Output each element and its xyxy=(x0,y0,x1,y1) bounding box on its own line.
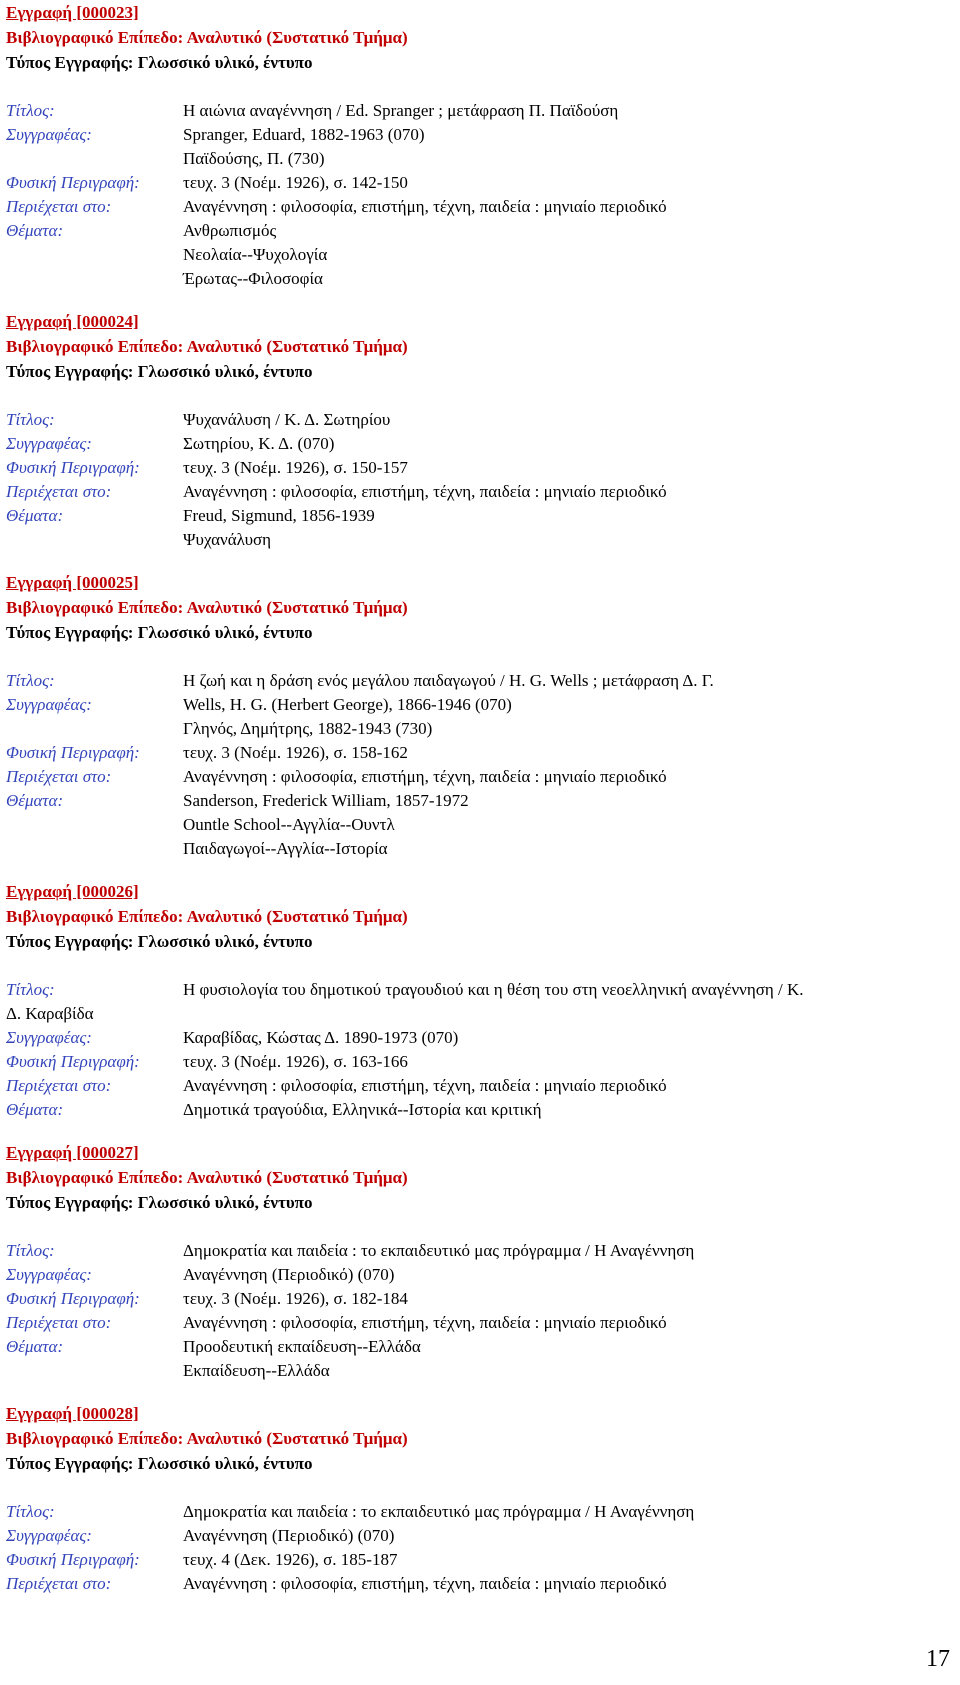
field-values xyxy=(183,1500,960,1524)
field-value: Sanderson, Frederick William, 1857-1972 xyxy=(183,791,469,810)
field-value: Δημοκρατία και παιδεία : το εκπαιδευτικό μας πρόγραμμα / Η Αναγέννηση xyxy=(183,1502,695,1521)
field-value: Έρωτας--Φιλοσοφία xyxy=(183,269,323,288)
field-values xyxy=(183,765,960,789)
catalog-record xyxy=(6,1401,960,1596)
field-values xyxy=(183,789,960,861)
record-field xyxy=(6,789,960,861)
record-field xyxy=(6,1287,960,1311)
field-label: Συγγραφέας: xyxy=(6,434,92,453)
field-value: Εκπαίδευση--Ελλάδα xyxy=(183,1361,330,1380)
bibliographic-level: Βιβλιογραφικό Επίπεδο: Αναλυτικό (Συστατικό Τμήμα) xyxy=(6,28,408,47)
field-label: Φυσική Περιγραφή: xyxy=(6,458,140,477)
field-value: τευχ. 3 (Νοέμ. 1926), σ. 158-162 xyxy=(183,743,408,762)
record-field xyxy=(6,123,960,171)
record-field xyxy=(6,693,960,741)
field-label: Συγγραφέας: xyxy=(6,125,92,144)
record-type: Τύπος Εγγραφής: Γλωσσικό υλικό, έντυπο xyxy=(6,53,313,72)
field-value: Αναγέννηση : φιλοσοφία, επιστήμη, τέχνη, παιδεία : μηνιαίο περιοδικό xyxy=(183,767,667,786)
field-value: Ountle School--Αγγλία--Ουντλ xyxy=(183,815,395,834)
record-id: Εγγραφή [000024] xyxy=(6,312,139,331)
field-value: Ανθρωπισμός xyxy=(183,221,277,240)
bibliographic-level: Βιβλιογραφικό Επίπεδο: Αναλυτικό (Συστατικό Τμήμα) xyxy=(6,337,408,356)
field-values xyxy=(183,1548,960,1572)
catalog-record xyxy=(6,0,960,291)
field-value: Καραβίδας, Κώστας Δ. 1890-1973 (070) xyxy=(183,1028,459,1047)
field-values xyxy=(183,504,960,552)
record-fields xyxy=(6,978,960,1122)
record-field xyxy=(6,480,960,504)
record-fields xyxy=(6,669,960,861)
field-value: Spranger, Eduard, 1882-1963 (070) xyxy=(183,125,425,144)
record-field xyxy=(6,1548,960,1572)
field-value: Αναγέννηση : φιλοσοφία, επιστήμη, τέχνη, παιδεία : μηνιαίο περιοδικό xyxy=(183,482,667,501)
field-value: Αναγέννηση (Περιοδικό) (070) xyxy=(183,1265,395,1284)
document-page xyxy=(6,0,960,1596)
field-label: Θέματα: xyxy=(6,791,64,810)
bibliographic-level: Βιβλιογραφικό Επίπεδο: Αναλυτικό (Συστατικό Τμήμα) xyxy=(6,1168,408,1187)
field-value: Δημοτικά τραγούδια, Ελληνικά--Ιστορία και κριτική xyxy=(183,1100,542,1119)
record-field xyxy=(6,765,960,789)
field-label: Θέματα: xyxy=(6,221,64,240)
record-field xyxy=(6,1098,960,1122)
field-value-continuation: Δ. Καραβίδα xyxy=(6,1004,94,1023)
field-label: Περιέχεται στο: xyxy=(6,482,112,501)
field-values xyxy=(183,669,960,693)
field-title-wrapped xyxy=(6,978,960,1026)
field-values xyxy=(183,123,960,171)
field-label: Φυσική Περιγραφή: xyxy=(6,1550,140,1569)
record-field xyxy=(6,99,960,123)
field-value: τευχ. 4 (Δεκ. 1926), σ. 185-187 xyxy=(183,1550,398,1569)
field-value: Η ζωή και η δράση ενός μεγάλου παιδαγωγού / H. G. Wells ; μετάφραση Δ. Γ. xyxy=(183,671,714,690)
field-label: Φυσική Περιγραφή: xyxy=(6,743,140,762)
field-label: Συγγραφέας: xyxy=(6,1028,92,1047)
catalog-record xyxy=(6,879,960,1122)
field-values xyxy=(183,456,960,480)
records-list xyxy=(6,0,960,1596)
field-value: Ψυχανάλυση / Κ. Δ. Σωτηρίου xyxy=(183,410,391,429)
record-id: Εγγραφή [000026] xyxy=(6,882,139,901)
field-values xyxy=(183,408,960,432)
field-value: Δημοκρατία και παιδεία : το εκπαιδευτικό μας πρόγραμμα / Η Αναγέννηση xyxy=(183,1241,695,1260)
field-values xyxy=(183,693,960,741)
record-field xyxy=(6,1050,960,1074)
field-value: Αναγέννηση : φιλοσοφία, επιστήμη, τέχνη, παιδεία : μηνιαίο περιοδικό xyxy=(183,1574,667,1593)
field-label: Φυσική Περιγραφή: xyxy=(6,1052,140,1071)
field-label: Τίτλος: xyxy=(6,101,55,120)
field-values xyxy=(183,1098,960,1122)
field-values xyxy=(183,195,960,219)
field-value: Ψυχανάλυση xyxy=(183,530,272,549)
catalog-record xyxy=(6,1140,960,1383)
record-id: Εγγραφή [000027] xyxy=(6,1143,139,1162)
record-field xyxy=(6,1074,960,1098)
bibliographic-level: Βιβλιογραφικό Επίπεδο: Αναλυτικό (Συστατικό Τμήμα) xyxy=(6,1429,408,1448)
record-type: Τύπος Εγγραφής: Γλωσσικό υλικό, έντυπο xyxy=(6,623,313,642)
field-value: τευχ. 3 (Νοέμ. 1926), σ. 182-184 xyxy=(183,1289,408,1308)
field-label: Συγγραφέας: xyxy=(6,1526,92,1545)
record-field xyxy=(6,408,960,432)
record-id: Εγγραφή [000028] xyxy=(6,1404,139,1423)
field-label: Περιέχεται στο: xyxy=(6,1076,112,1095)
field-values xyxy=(183,741,960,765)
field-value: Παιδαγωγοί--Αγγλία--Ιστορία xyxy=(183,839,388,858)
field-label: Τίτλος: xyxy=(6,671,55,690)
field-label: Περιέχεται στο: xyxy=(6,767,112,786)
field-value: Αναγέννηση (Περιοδικό) (070) xyxy=(183,1526,395,1545)
field-label: Φυσική Περιγραφή: xyxy=(6,173,140,192)
field-label: Συγγραφέας: xyxy=(6,1265,92,1284)
field-values xyxy=(183,1524,960,1548)
record-field xyxy=(6,432,960,456)
record-field xyxy=(6,219,960,291)
field-values xyxy=(183,1311,960,1335)
field-value: Freud, Sigmund, 1856-1939 xyxy=(183,506,375,525)
field-label: Φυσική Περιγραφή: xyxy=(6,1289,140,1308)
field-label: Θέματα: xyxy=(6,506,64,525)
record-fields xyxy=(6,408,960,552)
field-value: Αναγέννηση : φιλοσοφία, επιστήμη, τέχνη, παιδεία : μηνιαίο περιοδικό xyxy=(183,197,667,216)
record-id: Εγγραφή [000023] xyxy=(6,3,139,22)
record-field xyxy=(6,1263,960,1287)
record-field xyxy=(6,741,960,765)
record-fields xyxy=(6,1239,960,1383)
record-field xyxy=(6,669,960,693)
field-value: Σωτηρίου, Κ. Δ. (070) xyxy=(183,434,335,453)
field-values xyxy=(183,1572,960,1596)
record-field xyxy=(6,1500,960,1524)
field-value: Wells, H. G. (Herbert George), 1866-1946 (070) xyxy=(183,695,512,714)
field-values xyxy=(183,1263,960,1287)
field-values xyxy=(183,1239,960,1263)
field-label: Περιέχεται στο: xyxy=(6,1574,112,1593)
field-values xyxy=(183,1026,960,1050)
record-field xyxy=(6,1524,960,1548)
record-field xyxy=(6,1239,960,1263)
field-label: Περιέχεται στο: xyxy=(6,1313,112,1332)
record-type: Τύπος Εγγραφής: Γλωσσικό υλικό, έντυπο xyxy=(6,932,313,951)
record-field xyxy=(6,195,960,219)
record-field xyxy=(6,1335,960,1383)
catalog-record xyxy=(6,309,960,552)
record-fields xyxy=(6,1500,960,1596)
field-label: Συγγραφέας: xyxy=(6,695,92,714)
field-values xyxy=(183,99,960,123)
record-type: Τύπος Εγγραφής: Γλωσσικό υλικό, έντυπο xyxy=(6,362,313,381)
record-field xyxy=(6,1311,960,1335)
field-label: Θέματα: xyxy=(6,1337,64,1356)
field-values xyxy=(183,432,960,456)
field-values xyxy=(183,480,960,504)
field-label: Περιέχεται στο: xyxy=(6,197,112,216)
field-value: Η αιώνια αναγέννηση / Ed. Spranger ; μετάφραση Π. Παϊδούση xyxy=(183,101,619,120)
field-label: Τίτλος: xyxy=(6,1502,55,1521)
field-value: τευχ. 3 (Νοέμ. 1926), σ. 150-157 xyxy=(183,458,408,477)
field-values xyxy=(183,171,960,195)
field-value: Γληνός, Δημήτρης, 1882-1943 (730) xyxy=(183,719,433,738)
record-type: Τύπος Εγγραφής: Γλωσσικό υλικό, έντυπο xyxy=(6,1193,313,1212)
field-value: Αναγέννηση : φιλοσοφία, επιστήμη, τέχνη, παιδεία : μηνιαίο περιοδικό xyxy=(183,1313,667,1332)
bibliographic-level: Βιβλιογραφικό Επίπεδο: Αναλυτικό (Συστατικό Τμήμα) xyxy=(6,907,408,926)
field-label: Τίτλος: xyxy=(6,980,55,999)
field-value: Αναγέννηση : φιλοσοφία, επιστήμη, τέχνη, παιδεία : μηνιαίο περιοδικό xyxy=(183,1076,667,1095)
record-field xyxy=(6,504,960,552)
field-value: Η φυσιολογία του δημοτικού τραγουδιού και η θέση του στη νεοελληνική αναγέννηση / Κ. xyxy=(183,980,804,999)
field-values xyxy=(183,1050,960,1074)
field-label: Τίτλος: xyxy=(6,1241,55,1260)
field-value: Παϊδούσης, Π. (730) xyxy=(183,149,325,168)
record-field xyxy=(6,1026,960,1050)
catalog-record xyxy=(6,570,960,861)
page-number: 17 xyxy=(926,1646,950,1672)
record-field xyxy=(6,1572,960,1596)
field-values xyxy=(183,1287,960,1311)
field-value: Νεολαία--Ψυχολογία xyxy=(183,245,328,264)
bibliographic-level: Βιβλιογραφικό Επίπεδο: Αναλυτικό (Συστατικό Τμήμα) xyxy=(6,598,408,617)
record-fields xyxy=(6,99,960,291)
field-value: τευχ. 3 (Νοέμ. 1926), σ. 163-166 xyxy=(183,1052,408,1071)
record-field xyxy=(6,171,960,195)
field-values xyxy=(183,1335,960,1383)
record-field xyxy=(6,456,960,480)
record-id: Εγγραφή [000025] xyxy=(6,573,139,592)
field-values xyxy=(183,1074,960,1098)
field-label: Θέματα: xyxy=(6,1100,64,1119)
field-values xyxy=(183,219,960,291)
record-type: Τύπος Εγγραφής: Γλωσσικό υλικό, έντυπο xyxy=(6,1454,313,1473)
field-label: Τίτλος: xyxy=(6,410,55,429)
field-value: Προοδευτική εκπαίδευση--Ελλάδα xyxy=(183,1337,421,1356)
field-value: τευχ. 3 (Νοέμ. 1926), σ. 142-150 xyxy=(183,173,408,192)
